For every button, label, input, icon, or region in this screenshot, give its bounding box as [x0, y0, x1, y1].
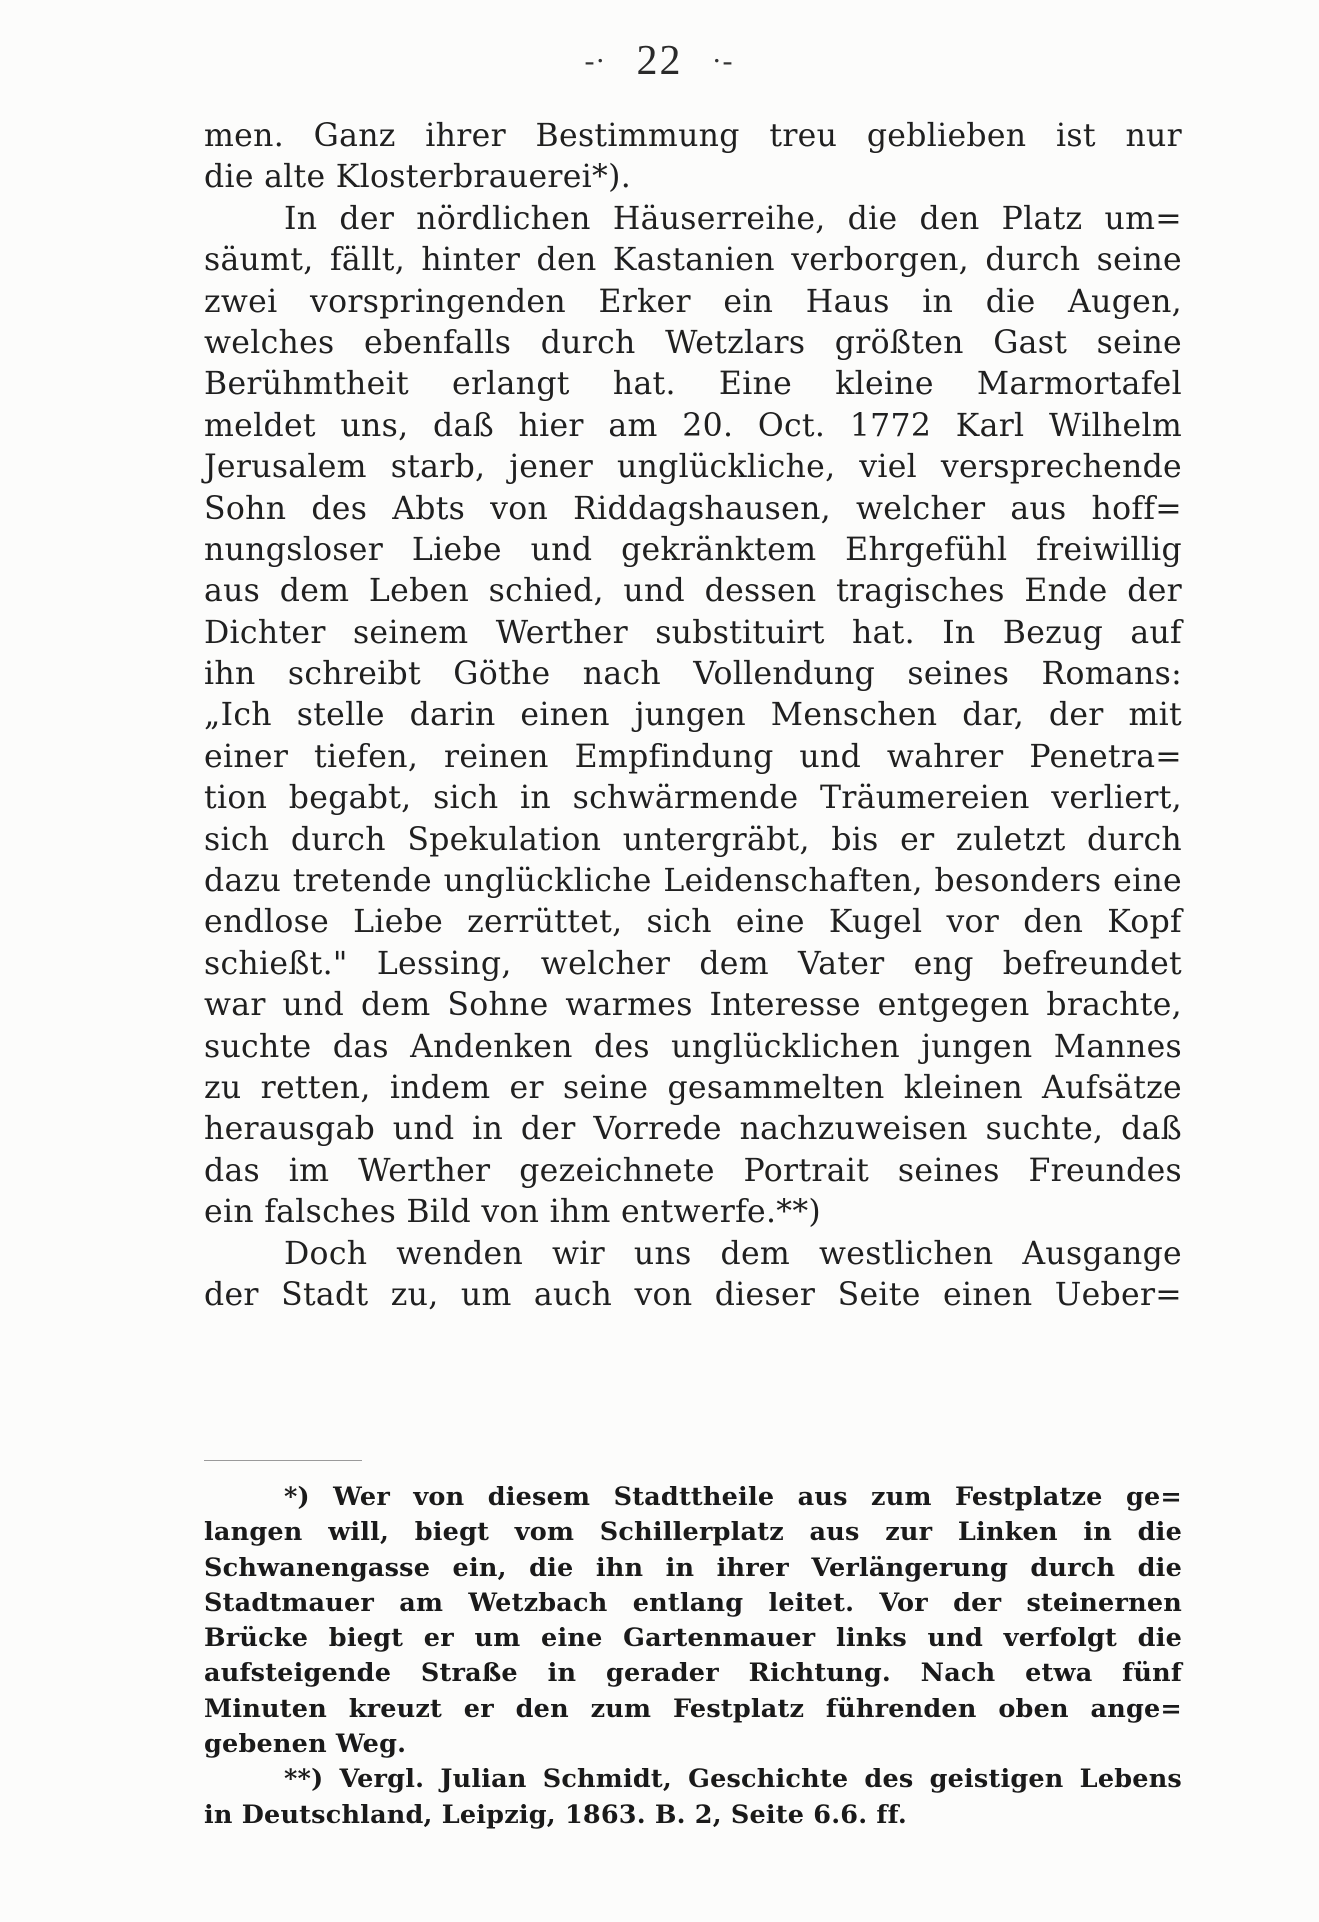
text-line: welches ebenfalls durch Wetzlars größten Gast seine — [204, 324, 1182, 361]
footnote-line: Stadtmauer am Wetzbach entlang leitet. Vor der steinernen — [204, 1587, 1182, 1618]
text-line: Sohn des Abts von Riddagshausen, welcher aus hoff= — [204, 490, 1182, 527]
text-line: tion begabt, sich in schwärmende Träumereien verliert, — [204, 780, 1182, 817]
footnote-line: *) Wer von diesem Stadttheile aus zum Festplatze ge= — [284, 1482, 1182, 1512]
footnote-line: in Deutschland, Leipzig, 1863. B. 2, Seite 6.6. ff. — [204, 1799, 907, 1830]
footnote-line: langen will, biegt vom Schillerplatz aus zur Linken in die — [204, 1517, 1182, 1548]
footnote-line: Brücke biegt er um eine Gartenmauer links und verfolgt die — [204, 1623, 1182, 1654]
ornament-right: ∙- — [713, 44, 735, 78]
body-text — [204, 116, 1182, 1316]
text-line: Jerusalem starb, jener unglückliche, viel versprechende — [204, 449, 1182, 486]
page-header — [0, 34, 1319, 85]
text-line: In der nördlichen Häuserreihe, die den Platz um= — [284, 200, 1182, 237]
text-line: die alte Klosterbrauerei*). — [204, 159, 632, 196]
ornament-left: -∙ — [584, 44, 606, 78]
text-line: ihn schreibt Göthe nach Vollendung seines Romans: — [204, 656, 1182, 693]
text-line: Dichter seinem Werther substituirt hat. In Bezug auf — [204, 614, 1182, 651]
text-line: zu retten, indem er seine gesammelten kleinen Aufsätze — [204, 1069, 1182, 1106]
text-line: einer tiefen, reinen Empfindung und wahrer Penetra= — [204, 738, 1182, 775]
text-line: säumt, fällt, hinter den Kastanien verborgen, durch seine — [204, 242, 1182, 279]
footnotes — [204, 1480, 1182, 1833]
text-line: war und dem Sohne warmes Interesse entgegen brachte, — [204, 987, 1182, 1024]
text-line: Doch wenden wir uns dem westlichen Ausgange — [284, 1235, 1182, 1272]
text-line: herausgab und in der Vorrede nachzuweisen suchte, daß — [204, 1111, 1182, 1148]
text-line: suchte das Andenken des unglücklichen jungen Mannes — [204, 1028, 1182, 1065]
text-line: dazu tretende unglückliche Leidenschaften, besonders eine — [204, 863, 1182, 900]
footnote-line: gebenen Weg. — [204, 1729, 407, 1760]
page-number: 22 — [636, 38, 683, 85]
footnote-line: Schwanengasse ein, die ihn in ihrer Verlängerung durch die — [204, 1552, 1182, 1583]
text-line: zwei vorspringenden Erker ein Haus in die Augen, — [204, 283, 1182, 320]
text-line: Berühmtheit erlangt hat. Eine kleine Marmortafel — [204, 366, 1182, 403]
text-line: der Stadt zu, um auch von dieser Seite einen Ueber= — [204, 1276, 1182, 1313]
text-line: sich durch Spekulation untergräbt, bis er zuletzt durch — [204, 821, 1182, 858]
text-line: endlose Liebe zerrüttet, sich eine Kugel vor den Kopf — [204, 904, 1182, 941]
text-line: aus dem Leben schied, und dessen tragisches Ende der — [204, 573, 1182, 610]
footnote-line: **) Vergl. Julian Schmidt, Geschichte des geistigen Lebens — [284, 1764, 1182, 1795]
text-line: „Ich stelle darin einen jungen Menschen dar, der mit — [204, 697, 1182, 734]
text-line: schießt." Lessing, welcher dem Vater eng befreundet — [204, 945, 1182, 982]
footnote-line: Minuten kreuzt er den zum Festplatz führenden oben ange= — [204, 1693, 1182, 1724]
footnote-divider — [204, 1460, 362, 1461]
text-line: das im Werther gezeichnete Portrait seines Freundes — [204, 1152, 1182, 1189]
text-line: ein falsches Bild von ihm entwerfe.**) — [204, 1194, 821, 1231]
footnote-line: aufsteigende Straße in gerader Richtung. Nach etwa fünf — [204, 1658, 1182, 1689]
text-line: meldet uns, daß hier am 20. Oct. 1772 Karl Wilhelm — [204, 407, 1182, 444]
text-line: men. Ganz ihrer Bestimmung treu geblieben ist nur — [204, 118, 1182, 154]
text-line: nungsloser Liebe und gekränktem Ehrgefühl freiwillig — [204, 531, 1182, 568]
